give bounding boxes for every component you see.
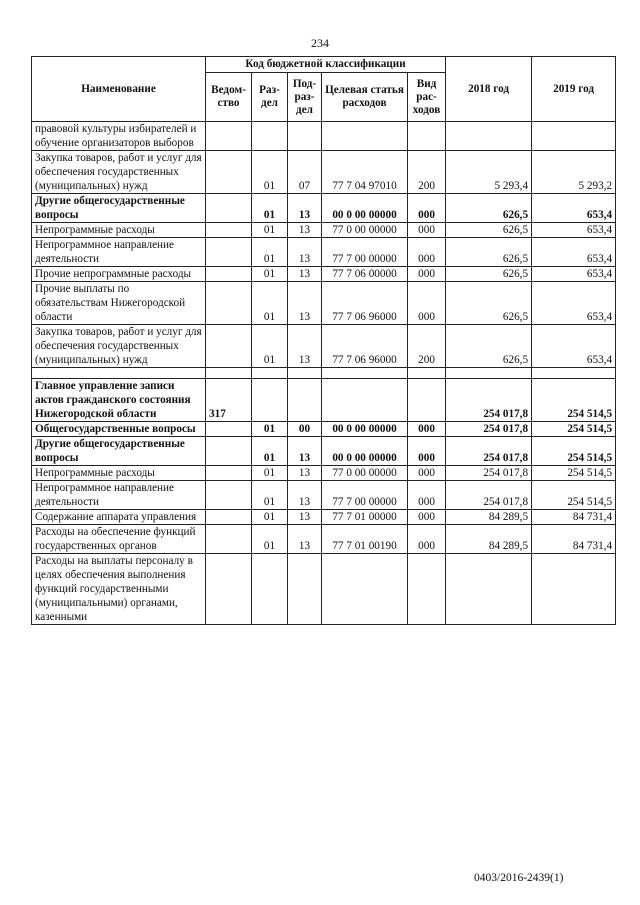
row-vedomstvo <box>206 466 252 481</box>
row-vedomstvo <box>206 510 252 525</box>
row-target: 77 7 01 00190 <box>322 525 408 554</box>
row-2019: 254 514,5 <box>532 379 616 422</box>
row-razdel: 01 <box>252 466 288 481</box>
row-podrazdel: 13 <box>288 510 322 525</box>
row-2018 <box>446 122 532 151</box>
page-number: 234 <box>311 36 329 50</box>
row-2018: 626,5 <box>446 282 532 325</box>
row-2018: 626,5 <box>446 194 532 223</box>
row-podrazdel: 13 <box>288 194 322 223</box>
header-2018: 2018 год <box>446 57 532 122</box>
row-razdel: 01 <box>252 481 288 510</box>
table-body <box>32 122 616 625</box>
row-name: Прочие выплаты по обязательствам Нижегородской области <box>32 282 206 325</box>
header-podrazdel: Под-раз-дел <box>288 73 322 122</box>
row-name: правовой культуры избирателей и обучение организаторов выборов <box>32 122 206 151</box>
row-target <box>322 379 408 422</box>
row-2018: 254 017,8 <box>446 481 532 510</box>
row-vid: 000 <box>408 223 446 238</box>
row-2018: 626,5 <box>446 223 532 238</box>
row-target: 00 0 00 00000 <box>322 194 408 223</box>
row-vedomstvo: 317 <box>206 379 252 422</box>
row-name: Непрограммные расходы <box>32 466 206 481</box>
row-2019: 653,4 <box>532 238 616 267</box>
row-razdel: 01 <box>252 282 288 325</box>
row-target: 00 0 00 00000 <box>322 422 408 437</box>
row-razdel: 01 <box>252 223 288 238</box>
table-row <box>32 151 616 194</box>
row-razdel: 01 <box>252 267 288 282</box>
table-row <box>32 466 616 481</box>
row-podrazdel: 13 <box>288 282 322 325</box>
table-row <box>32 223 616 238</box>
row-razdel: 01 <box>252 525 288 554</box>
row-vid <box>408 379 446 422</box>
header-target: Целевая статья расходов <box>322 73 408 122</box>
table-row <box>32 554 616 625</box>
row-name: Содержание аппарата управления <box>32 510 206 525</box>
row-vedomstvo <box>206 267 252 282</box>
row-vid: 200 <box>408 151 446 194</box>
row-vid: 000 <box>408 525 446 554</box>
table-row <box>32 379 616 422</box>
row-target: 77 0 00 00000 <box>322 223 408 238</box>
row-2019: 84 731,4 <box>532 525 616 554</box>
row-target: 77 7 06 96000 <box>322 325 408 368</box>
row-razdel: 01 <box>252 510 288 525</box>
row-name: Общегосударственные вопросы <box>32 422 206 437</box>
row-target: 77 7 06 00000 <box>322 267 408 282</box>
table-row <box>32 238 616 267</box>
row-target: 77 0 00 00000 <box>322 466 408 481</box>
row-podrazdel: 13 <box>288 223 322 238</box>
row-2019: 254 514,5 <box>532 437 616 466</box>
row-2018 <box>446 554 532 625</box>
row-vedomstvo <box>206 223 252 238</box>
row-name: Непрограммное направление деятельности <box>32 238 206 267</box>
row-podrazdel <box>288 554 322 625</box>
row-vid: 200 <box>408 325 446 368</box>
row-vid: 000 <box>408 510 446 525</box>
row-vedomstvo <box>206 122 252 151</box>
row-razdel: 01 <box>252 422 288 437</box>
header-2019: 2019 год <box>532 57 616 122</box>
row-vid: 000 <box>408 422 446 437</box>
row-name: Прочие непрограммные расходы <box>32 267 206 282</box>
row-vid <box>408 554 446 625</box>
row-podrazdel: 13 <box>288 481 322 510</box>
row-2018: 626,5 <box>446 325 532 368</box>
table-row <box>32 325 616 368</box>
table-header <box>32 57 616 122</box>
row-target: 77 7 01 00000 <box>322 510 408 525</box>
row-2019: 653,4 <box>532 282 616 325</box>
row-2018: 626,5 <box>446 267 532 282</box>
row-vedomstvo <box>206 282 252 325</box>
table-row <box>32 122 616 151</box>
row-vedomstvo <box>206 238 252 267</box>
row-target <box>322 554 408 625</box>
row-target: 00 0 00 00000 <box>322 437 408 466</box>
row-2018: 254 017,8 <box>446 379 532 422</box>
row-2019: 254 514,5 <box>532 466 616 481</box>
table-row <box>32 267 616 282</box>
row-2019: 84 731,4 <box>532 510 616 525</box>
row-name: Расходы на выплаты персоналу в целях обеспечения выполнения функций государственными (муниципальными) органами, казенными <box>32 554 206 625</box>
row-2019: 653,4 <box>532 267 616 282</box>
row-2019: 5 293,2 <box>532 151 616 194</box>
table-row <box>32 422 616 437</box>
row-razdel: 01 <box>252 194 288 223</box>
row-target <box>322 122 408 151</box>
row-razdel: 01 <box>252 151 288 194</box>
table-row <box>32 510 616 525</box>
row-name: Закупка товаров, работ и услуг для обеспечения государственных (муниципальных) нужд <box>32 151 206 194</box>
row-vid <box>408 122 446 151</box>
row-2018: 84 289,5 <box>446 525 532 554</box>
row-target: 77 7 00 00000 <box>322 238 408 267</box>
row-podrazdel: 13 <box>288 466 322 481</box>
row-vedomstvo <box>206 325 252 368</box>
row-razdel: 01 <box>252 325 288 368</box>
row-vid: 000 <box>408 194 446 223</box>
row-target: 77 7 00 00000 <box>322 481 408 510</box>
spacer-row <box>32 368 616 379</box>
row-podrazdel: 13 <box>288 437 322 466</box>
row-podrazdel: 13 <box>288 525 322 554</box>
row-vedomstvo <box>206 481 252 510</box>
row-razdel <box>252 554 288 625</box>
row-razdel <box>252 122 288 151</box>
row-podrazdel <box>288 122 322 151</box>
row-podrazdel: 13 <box>288 325 322 368</box>
row-vedomstvo <box>206 194 252 223</box>
table-row <box>32 481 616 510</box>
row-vedomstvo <box>206 525 252 554</box>
row-2019 <box>532 554 616 625</box>
header-razdel: Раз-дел <box>252 73 288 122</box>
row-2019: 653,4 <box>532 325 616 368</box>
row-2018: 84 289,5 <box>446 510 532 525</box>
row-name: Непрограммное направление деятельности <box>32 481 206 510</box>
row-name: Другие общегосударственные вопросы <box>32 194 206 223</box>
row-podrazdel: 00 <box>288 422 322 437</box>
header-vedomstvo: Ведом-ство <box>206 73 252 122</box>
header-name: Наименование <box>32 57 206 122</box>
table-row <box>32 525 616 554</box>
budget-table <box>31 56 616 625</box>
header-kbk: Код бюджетной классификации <box>206 57 446 73</box>
row-vid: 000 <box>408 238 446 267</box>
row-2019: 254 514,5 <box>532 422 616 437</box>
row-vid: 000 <box>408 267 446 282</box>
table-row <box>32 282 616 325</box>
row-vedomstvo <box>206 554 252 625</box>
row-2018: 5 293,4 <box>446 151 532 194</box>
row-vedomstvo <box>206 437 252 466</box>
row-razdel: 01 <box>252 437 288 466</box>
row-razdel <box>252 379 288 422</box>
row-2019: 653,4 <box>532 223 616 238</box>
row-target: 77 7 04 97010 <box>322 151 408 194</box>
row-razdel: 01 <box>252 238 288 267</box>
row-name: Главное управление записи актов гражданского состояния Нижегородской области <box>32 379 206 422</box>
row-podrazdel: 13 <box>288 238 322 267</box>
row-vid: 000 <box>408 437 446 466</box>
row-2018: 254 017,8 <box>446 466 532 481</box>
row-podrazdel <box>288 379 322 422</box>
row-2019: 653,4 <box>532 194 616 223</box>
row-vedomstvo <box>206 151 252 194</box>
row-name: Другие общегосударственные вопросы <box>32 437 206 466</box>
row-vid: 000 <box>408 282 446 325</box>
row-2019 <box>532 122 616 151</box>
table-row <box>32 437 616 466</box>
row-name: Расходы на обеспечение функций государственных органов <box>32 525 206 554</box>
row-2018: 254 017,8 <box>446 437 532 466</box>
row-2018: 626,5 <box>446 238 532 267</box>
row-target: 77 7 06 96000 <box>322 282 408 325</box>
row-vid: 000 <box>408 466 446 481</box>
document-code: 0403/2016-2439(1) <box>474 872 564 884</box>
table-row <box>32 194 616 223</box>
row-name: Непрограммные расходы <box>32 223 206 238</box>
row-2019: 254 514,5 <box>532 481 616 510</box>
row-podrazdel: 13 <box>288 267 322 282</box>
row-2018: 254 017,8 <box>446 422 532 437</box>
row-name: Закупка товаров, работ и услуг для обеспечения государственных (муниципальных) нужд <box>32 325 206 368</box>
row-vid: 000 <box>408 481 446 510</box>
row-vedomstvo <box>206 422 252 437</box>
row-podrazdel: 07 <box>288 151 322 194</box>
header-vid: Вид рас-ходов <box>408 73 446 122</box>
